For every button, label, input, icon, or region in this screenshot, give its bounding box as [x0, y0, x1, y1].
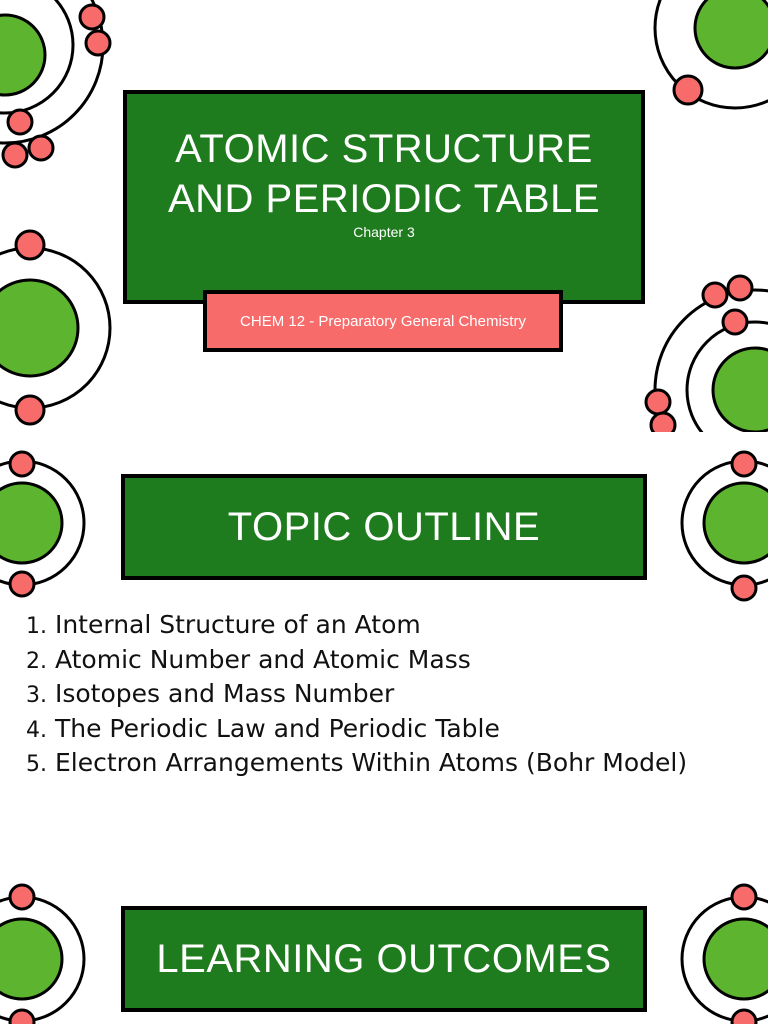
section-heading: TOPIC OUTLINE	[227, 504, 541, 549]
title-line-1: ATOMIC STRUCTURE	[175, 127, 593, 171]
atom-icon	[0, 0, 110, 167]
heading-box	[121, 906, 647, 1012]
list-text: Atomic Number and Atomic Mass	[54, 644, 471, 674]
title-line-2: AND PERIODIC TABLE	[167, 177, 601, 221]
list-text: The Periodic Law and Periodic Table	[54, 713, 500, 743]
list-number: 1.	[26, 614, 47, 639]
title-box	[123, 90, 645, 304]
atom-icon	[682, 452, 768, 600]
list-item	[26, 677, 687, 712]
course-badge	[203, 290, 563, 352]
course-label: CHEM 12 - Preparatory General Chemistry	[240, 312, 526, 330]
list-text: Electron Arrangements Within Atoms (Bohr Model)	[54, 748, 688, 777]
list-number: 4.	[26, 717, 47, 743]
slide-title	[0, 0, 768, 432]
atom-icon	[682, 885, 768, 1024]
atom-icon	[0, 885, 84, 1024]
atom-icon	[0, 452, 84, 596]
list-text: Isotopes and Mass Number	[54, 679, 395, 708]
list-text: Internal Structure of an Atom	[54, 610, 421, 639]
list-item	[26, 608, 687, 643]
slide-topic-outline	[0, 436, 768, 868]
list-number: 2.	[26, 648, 47, 674]
chapter-label: Chapter 3	[353, 224, 415, 240]
heading-box	[121, 474, 647, 580]
list-item	[26, 643, 687, 678]
atom-icon	[646, 276, 768, 432]
slide-learning-outcomes	[0, 872, 768, 1024]
list-item	[26, 712, 687, 747]
atom-icon	[655, 0, 768, 108]
atom-icon	[0, 231, 110, 424]
list-item	[26, 746, 687, 781]
section-heading: LEARNING OUTCOMES	[156, 936, 612, 981]
topic-list	[26, 608, 687, 781]
list-number: 3.	[26, 683, 47, 708]
list-number: 5.	[26, 752, 47, 777]
